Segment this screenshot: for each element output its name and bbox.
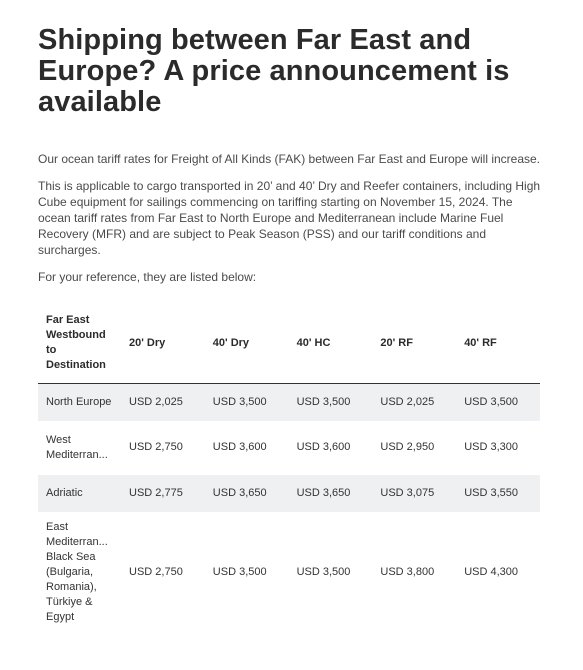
table-row [38, 512, 540, 633]
rate-cell: USD 4,300 [464, 565, 518, 578]
rate-cell: USD 3,500 [296, 565, 351, 578]
rate-cell: USD 3,500 [212, 395, 267, 408]
rates-table-body [38, 384, 540, 633]
header-20-dry: 20' Dry [129, 336, 166, 349]
rates-table [38, 303, 540, 633]
rate-cell: USD 3,300 [464, 441, 518, 453]
table-row [38, 384, 540, 421]
header-40-hc: 40' HC [296, 336, 331, 349]
rates-table-header [38, 303, 540, 384]
rate-cell: USD 2,750 [129, 441, 183, 453]
rate-cell: USD 3,600 [212, 441, 267, 453]
rate-cell: USD 2,025 [380, 395, 435, 408]
header-20-rf: 20' RF [380, 336, 413, 349]
rate-cell: USD 3,800 [380, 565, 435, 578]
rate-cell: USD 3,075 [380, 486, 435, 499]
header-40-rf: 40' RF [464, 336, 497, 349]
intro-paragraph: Our ocean tariff rates for Freight of All Kinds (FAK) between Far East and Europe will increase. [38, 152, 541, 166]
rate-cell: USD 3,550 [464, 486, 518, 499]
rate-cell: USD 2,025 [129, 395, 183, 408]
rate-cell: USD 3,500 [212, 565, 267, 578]
destination-cell: Adriatic [46, 486, 83, 499]
rate-cell: USD 2,950 [380, 441, 435, 453]
header-row [38, 303, 540, 384]
rate-cell: USD 2,775 [129, 486, 183, 499]
rate-cell: USD 3,650 [296, 486, 351, 499]
rate-cell: USD 3,500 [464, 395, 518, 408]
table-row [38, 475, 540, 512]
rate-cell: USD 3,500 [296, 395, 351, 408]
destination-cell: East Mediterran... Black Sea (Bulgaria, Romania), Türkiye & Egypt [46, 520, 108, 623]
header-destination: Far East Westbound to Destination [46, 314, 106, 371]
destination-cell: West Mediterran... [46, 433, 108, 461]
rate-cell: USD 3,600 [296, 441, 351, 453]
rate-cell: USD 3,650 [212, 486, 267, 499]
page-title: Shipping between Far East and Europe? A price announcement is available [38, 24, 510, 118]
details-paragraph: This is applicable to cargo transported in 20’ and 40’ Dry and Reefer containers, including High Cube equipment for sailings commencing on tariffing starting on November 15, 2024. The ocean tariff rates from Far East to North Europe and Mediterranean include Marine Fuel Recovery (MFR) and are subject to Peak Season (PSS) and our tariff conditions and surcharges. [38, 179, 541, 257]
reference-paragraph: For your reference, they are listed below: [38, 270, 257, 284]
header-40-dry: 40' Dry [212, 336, 250, 349]
destination-cell: North Europe [46, 395, 112, 408]
rate-cell: USD 2,750 [129, 565, 183, 578]
table-row [38, 421, 540, 475]
